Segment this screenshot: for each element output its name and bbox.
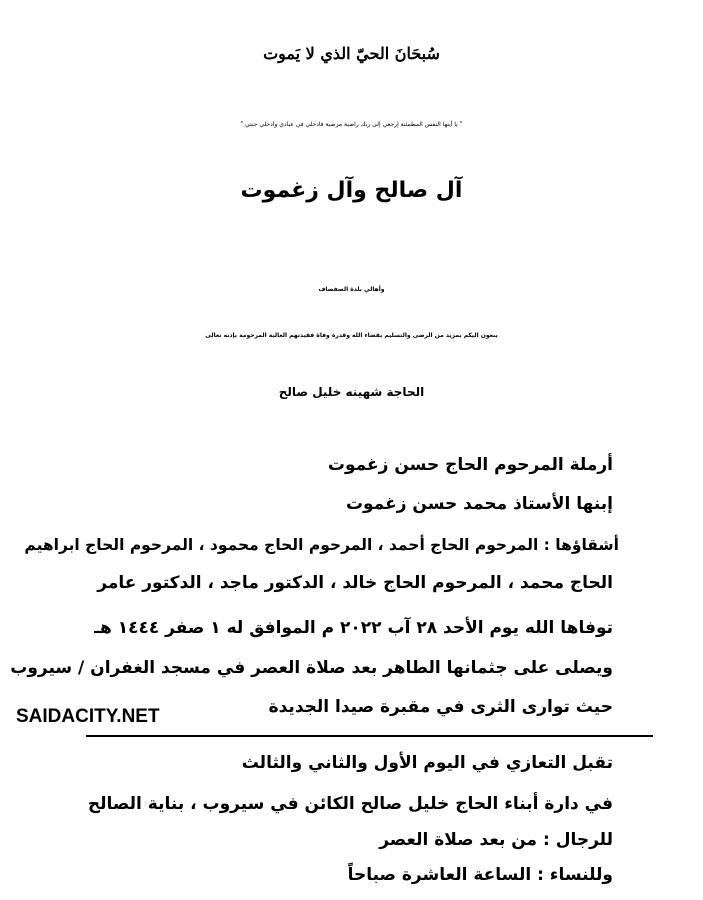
town-residents: وأهالي بلدة الصفصاف <box>318 286 385 293</box>
condolence-days-line: تقبل التعازي في اليوم الأول والثاني والثالث <box>241 753 613 773</box>
quran-verse: " يا أيتها النفس المطمئنة إرجعي إلى ربك راضية مرضية فادخلي في عبادي وادخلي جنتي " <box>240 121 463 128</box>
burial-line: حيث توارى الثرى في مقبرة صيدا الجديدة <box>268 697 613 717</box>
men-hours-line: للرجال : من بعد صلاة العصر <box>379 830 613 850</box>
funeral-prayer-line: ويصلى على جثمانها الطاهر بعد صلاة العصر في مسجد الغفران / سيروب <box>10 658 613 678</box>
deceased-name: الحاجة شهينه خليل صالح <box>278 385 425 399</box>
family-names: آل صالح وآل زغموت <box>240 178 463 203</box>
women-hours-line: وللنساء : الساعة العاشرة صباحاً <box>347 865 613 885</box>
mourning-text: ينعون اليكم بمزيد من الرضى والتسليم بقضاء الله وقدره وفاة فقيدتهم الغالية المرحومة بإذنه تعالى <box>205 332 498 339</box>
site-watermark: SAIDACITY.NET <box>16 706 160 727</box>
condolence-location-line: في دارة أبناء الحاج خليل صالح الكائن في سيروب ، بناية الصالح <box>87 794 613 814</box>
widow-of-line: أرملة المرحوم الحاج حسن زغموت <box>327 455 613 475</box>
siblings-line-2: الحاج محمد ، المرحوم الحاج خالد ، الدكتور ماجد ، الدكتور عامر <box>97 573 613 593</box>
death-date-line: توفاها الله يوم الأحد ٢٨ آب ٢٠٢٢ م الموافق له ١ صفر ١٤٤٤ هـ <box>94 618 613 638</box>
siblings-line-1: أشقاؤها : المرحوم الحاج أحمد ، المرحوم الحاج محمود ، المرحوم الحاج ابراهيم <box>24 536 619 554</box>
son-line: إبنها الأستاذ محمد حسن زغموت <box>345 494 613 514</box>
section-divider <box>86 735 653 737</box>
calligraphy-heading: سُبحَانَ الحيّ الذي لا يَموت <box>263 44 440 63</box>
